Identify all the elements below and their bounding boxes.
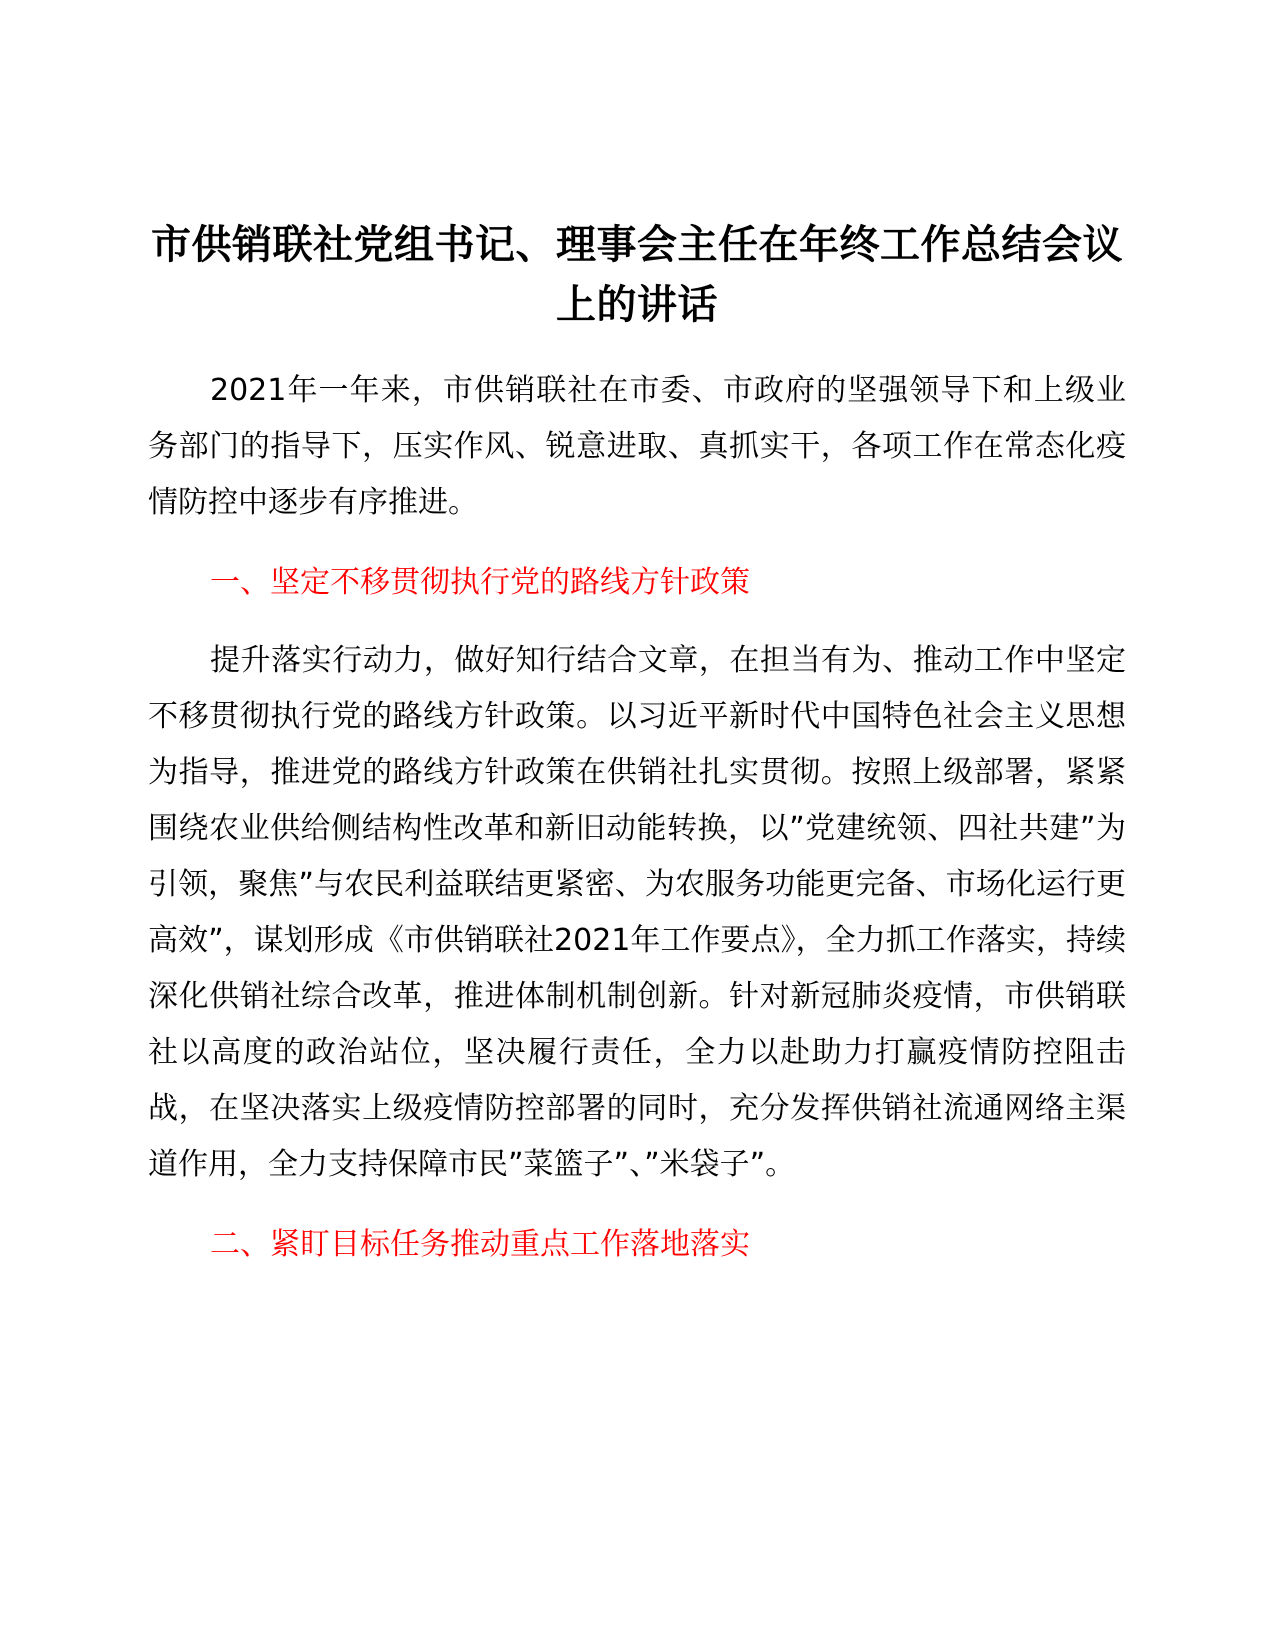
intro-paragraph: 2021年一年来，市供销联社在市委、市政府的坚强领导下和上级业务部门的指导下，压实作风、锐意进取、真抓实干，各项工作在常态化疫情防控中逐步有序推进。	[148, 373, 1126, 520]
document-page	[148, 215, 1126, 1295]
document-title: 市供销联社党组书记、理事会主任在年终工作总结会议上的讲话	[151, 222, 1123, 328]
section-heading-1: 一、坚定不移贯彻执行党的路线方针政策	[210, 565, 750, 600]
section-heading-2: 二、紧盯目标任务推动重点工作落地落实	[210, 1227, 750, 1262]
section-1-paragraph: 提升落实行动力，做好知行结合文章，在担当有为、推动工作中坚定不移贯彻执行党的路线方针政策。以习近平新时代中国特色社会主义思想为指导，推进党的路线方针政策在供销社扎实贯彻。按照上级部署，紧紧围绕农业供给侧结构性改革和新旧动能转换，以”党建统领、四社共建”为引领，聚焦”与农民利益联结更紧密、为农服务功能更完备、市场化运行更高效”，谋划形成《市供销联社2021年工作要点》，全力抓工作落实，持续深化供销社综合改革，推进体制机制创新。针对新冠肺炎疫情，市供销联社以高度的政治站位，坚决履行责任，全力以赴助力打赢疫情防控阻击战，在坚决落实上级疫情防控部署的同时，充分发挥供销社流通网络主渠道作用，全力支持保障市民”菜篮子”、”米袋子”。	[148, 643, 1126, 1182]
